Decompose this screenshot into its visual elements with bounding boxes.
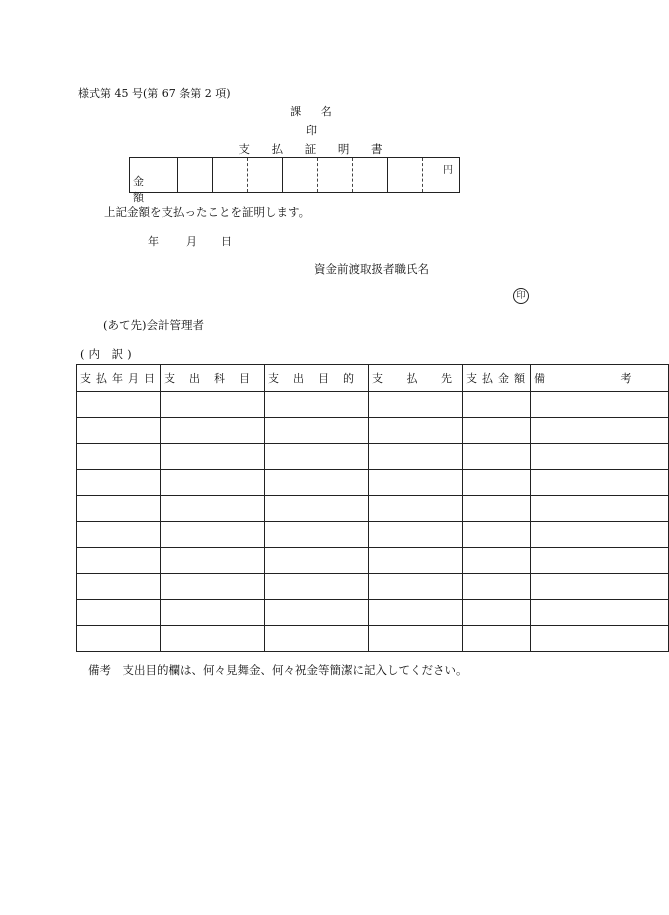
date-line	[148, 233, 232, 249]
table-cell[interactable]	[369, 470, 463, 496]
table-cell[interactable]	[161, 496, 265, 522]
amount-digit-cell[interactable]	[248, 158, 283, 192]
table-cell[interactable]	[369, 574, 463, 600]
table-cell[interactable]	[531, 600, 669, 626]
amount-label: 金 額	[133, 175, 156, 204]
official-name-label: 資金前渡取扱者職氏名	[314, 262, 429, 276]
table-cell[interactable]	[265, 522, 369, 548]
table-cell[interactable]	[77, 600, 161, 626]
table-cell[interactable]	[265, 600, 369, 626]
table-cell[interactable]	[463, 626, 531, 652]
header-payment-amount: 支払金額	[463, 365, 531, 392]
table-cell[interactable]	[531, 626, 669, 652]
amount-digit-cell[interactable]	[213, 158, 248, 192]
amount-box	[129, 157, 460, 204]
amount-digit-cell[interactable]	[423, 158, 458, 192]
table-body	[77, 392, 669, 652]
table-cell[interactable]	[369, 548, 463, 574]
table-cell[interactable]	[265, 574, 369, 600]
table-cell[interactable]	[161, 392, 265, 418]
table-cell[interactable]	[77, 548, 161, 574]
amount-digit-cell[interactable]	[353, 158, 388, 192]
table-cell[interactable]	[463, 470, 531, 496]
header-payee: 支 払 先	[369, 365, 463, 392]
table-cell[interactable]	[369, 600, 463, 626]
table-row	[77, 496, 669, 522]
table-cell[interactable]	[265, 444, 369, 470]
table-row	[77, 392, 669, 418]
header-remarks: 備 考	[531, 365, 669, 392]
table-row	[77, 574, 669, 600]
table-cell[interactable]	[161, 444, 265, 470]
table-cell[interactable]	[161, 600, 265, 626]
amount-digit-cell[interactable]	[178, 158, 213, 192]
table-cell[interactable]	[77, 626, 161, 652]
table-cell[interactable]	[531, 418, 669, 444]
section-name: 課 名	[290, 105, 340, 118]
table-cell[interactable]	[463, 444, 531, 470]
table-cell[interactable]	[77, 470, 161, 496]
table-cell[interactable]	[531, 574, 669, 600]
table-cell[interactable]	[531, 392, 669, 418]
table-cell[interactable]	[369, 496, 463, 522]
table-cell[interactable]	[265, 470, 369, 496]
table-cell[interactable]	[161, 522, 265, 548]
table-cell[interactable]	[77, 418, 161, 444]
header-expense-account: 支出科目	[161, 365, 265, 392]
table-cell[interactable]	[531, 444, 669, 470]
table-row	[77, 548, 669, 574]
table-cell[interactable]	[265, 418, 369, 444]
table-cell[interactable]	[161, 574, 265, 600]
breakdown-label: (内 訳)	[80, 347, 136, 361]
table-cell[interactable]	[463, 522, 531, 548]
table-row	[77, 522, 669, 548]
table-cell[interactable]	[265, 548, 369, 574]
table-header-row	[77, 365, 669, 392]
amount-digit-cell[interactable]	[388, 158, 423, 192]
addressee: (あて先)会計管理者	[103, 318, 204, 332]
table-cell[interactable]	[531, 496, 669, 522]
breakdown-table	[76, 364, 669, 652]
table-cell[interactable]	[369, 392, 463, 418]
header-payment-date: 支払年月日	[77, 365, 161, 392]
document-title: 支 払 証 明 書	[238, 142, 392, 156]
table-cell[interactable]	[77, 392, 161, 418]
table-cell[interactable]	[463, 574, 531, 600]
table-cell[interactable]	[531, 470, 669, 496]
table-cell[interactable]	[161, 548, 265, 574]
table-cell[interactable]	[531, 522, 669, 548]
table-cell[interactable]	[77, 522, 161, 548]
table-cell[interactable]	[369, 626, 463, 652]
table-cell[interactable]	[77, 496, 161, 522]
date-month: 月	[186, 235, 197, 248]
table-row	[77, 470, 669, 496]
form-number: 様式第 45 号(第 67 条第 2 項)	[78, 87, 231, 100]
table-cell[interactable]	[77, 444, 161, 470]
table-cell[interactable]	[531, 548, 669, 574]
amount-digit-cell[interactable]	[283, 158, 318, 192]
date-day: 日	[221, 235, 232, 248]
table-cell[interactable]	[463, 418, 531, 444]
yen-unit: 円	[443, 165, 453, 176]
table-cell[interactable]	[161, 626, 265, 652]
date-year: 年	[148, 235, 159, 248]
table-cell[interactable]	[265, 496, 369, 522]
seal-label: 印	[306, 124, 317, 137]
table-cell[interactable]	[77, 574, 161, 600]
header-expense-purpose: 支出目的	[265, 365, 369, 392]
table-row	[77, 418, 669, 444]
table-cell[interactable]	[369, 522, 463, 548]
table-row	[77, 444, 669, 470]
certify-text: 上記金額を支払ったことを証明します。	[104, 205, 311, 219]
amount-digit-cell[interactable]	[318, 158, 353, 192]
table-cell[interactable]	[369, 444, 463, 470]
table-cell[interactable]	[463, 548, 531, 574]
table-row	[77, 600, 669, 626]
table-cell[interactable]	[265, 626, 369, 652]
table-cell[interactable]	[369, 418, 463, 444]
table-cell[interactable]	[161, 470, 265, 496]
amount-label-cell	[130, 158, 178, 204]
table-cell[interactable]	[463, 392, 531, 418]
seal-stamp-icon: 印	[513, 288, 529, 304]
table-row	[77, 626, 669, 652]
table-cell[interactable]	[463, 496, 531, 522]
table-cell[interactable]	[463, 600, 531, 626]
table-cell[interactable]	[161, 418, 265, 444]
footnote: 備考 支出目的欄は、何々見舞金、何々祝金等簡潔に記入してください。	[88, 663, 468, 677]
table-cell[interactable]	[265, 392, 369, 418]
